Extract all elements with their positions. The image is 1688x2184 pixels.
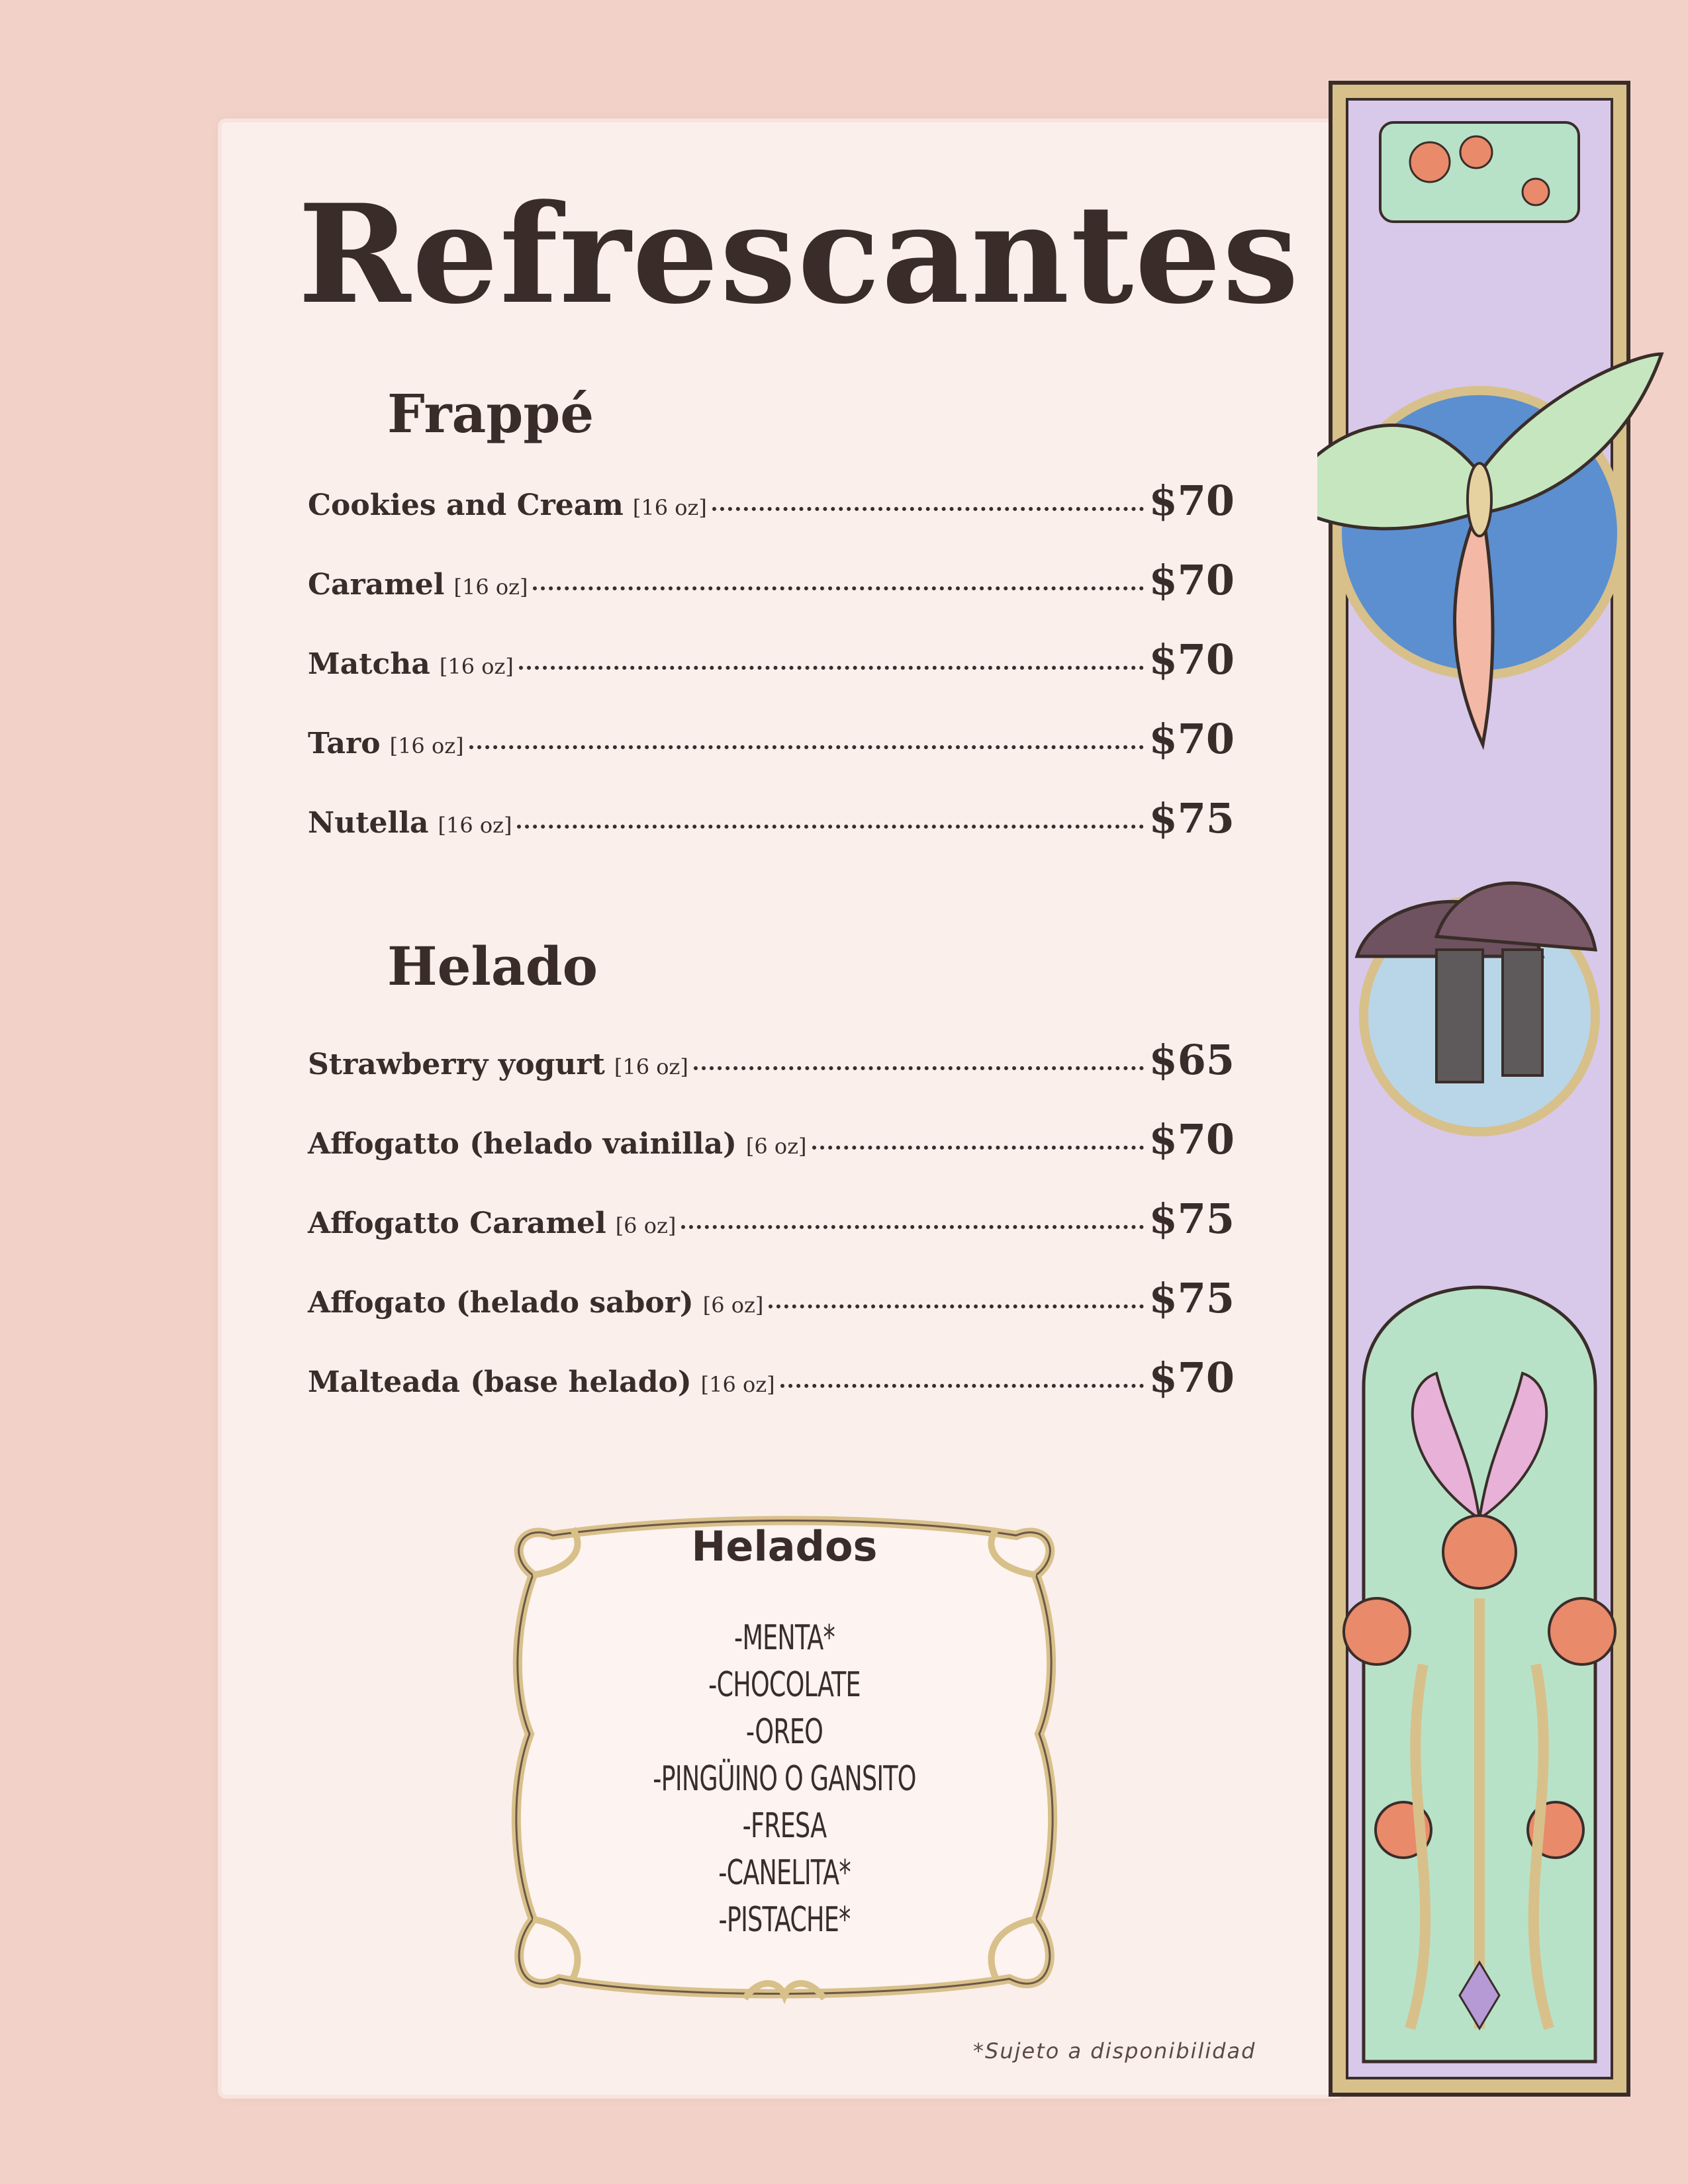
flavor-item: -CANELITA* (718, 1853, 851, 1893)
flavor-item: -MENTA* (734, 1618, 835, 1658)
menu-item (308, 794, 1235, 841)
item-size: [6 oz] (702, 1293, 764, 1318)
item-name: Affogatto Caramel (308, 1206, 606, 1240)
item-size: [6 oz] (745, 1134, 807, 1159)
item-price: $70 (1149, 556, 1235, 604)
flavor-item: -CHOCOLATE (708, 1665, 861, 1705)
dot-leader (712, 507, 1144, 511)
menu-item (308, 477, 1235, 523)
dot-leader (469, 745, 1144, 749)
item-price: $70 (1149, 1115, 1235, 1163)
menu-item (308, 1353, 1235, 1400)
helado-heading: Helado (387, 935, 598, 997)
frappe-heading: Frappé (387, 383, 594, 445)
flavor-item: -OREO (745, 1712, 823, 1752)
item-size: [16 oz] (700, 1372, 775, 1397)
item-name: Caramel (308, 568, 445, 602)
dot-leader (681, 1225, 1143, 1229)
menu-item (308, 1195, 1235, 1241)
menu-item (308, 556, 1235, 602)
item-name: Malteada (base helado) (308, 1365, 692, 1399)
availability-note: *Sujeto a disponibilidad (973, 2038, 1256, 2064)
item-price: $70 (1149, 715, 1235, 763)
menu-item (308, 1036, 1235, 1082)
poppy-flower-icon (1380, 122, 1579, 222)
item-price: $65 (1149, 1036, 1235, 1084)
item-size: [16 oz] (438, 813, 512, 838)
art-nouveau-panel (1317, 76, 1681, 2101)
item-size: [16 oz] (389, 733, 464, 758)
dot-leader (694, 1066, 1144, 1070)
flavor-item: -PINGÜINO O GANSITO (653, 1759, 916, 1799)
item-name: Affogatto (helado vainilla) (308, 1127, 737, 1161)
item-name: Strawberry yogurt (308, 1048, 605, 1081)
item-size: [16 oz] (439, 654, 514, 679)
flavors-heading: Helados (691, 1522, 878, 1570)
menu-item (308, 715, 1235, 761)
item-price: $75 (1149, 794, 1235, 842)
item-name: Matcha (308, 647, 430, 681)
page-title: Refrescantes (298, 175, 1301, 334)
item-price: $75 (1149, 1195, 1235, 1243)
item-size: [6 oz] (615, 1213, 677, 1238)
item-name: Nutella (308, 806, 429, 840)
dot-leader (517, 825, 1143, 829)
menu-item (308, 635, 1235, 682)
item-size: [16 oz] (632, 495, 707, 520)
dot-leader (519, 666, 1144, 670)
flavor-item: -PISTACHE* (718, 1900, 851, 1940)
flavor-item: -FRESA (742, 1806, 827, 1846)
item-size: [16 oz] (453, 574, 528, 600)
item-price: $75 (1149, 1274, 1235, 1322)
dot-leader (769, 1304, 1143, 1308)
item-name: Taro (308, 727, 381, 760)
item-name: Affogato (helado sabor) (308, 1286, 694, 1320)
flavor-list (493, 1615, 1076, 1944)
item-size: [16 oz] (614, 1054, 688, 1079)
dot-leader (533, 586, 1143, 590)
item-price: $70 (1149, 635, 1235, 684)
dot-leader (780, 1384, 1144, 1388)
item-price: $70 (1149, 1353, 1235, 1402)
menu-item (308, 1274, 1235, 1320)
menu-item (308, 1115, 1235, 1161)
item-name: Cookies and Cream (308, 488, 624, 522)
dot-leader (812, 1146, 1144, 1150)
item-price: $70 (1149, 477, 1235, 525)
